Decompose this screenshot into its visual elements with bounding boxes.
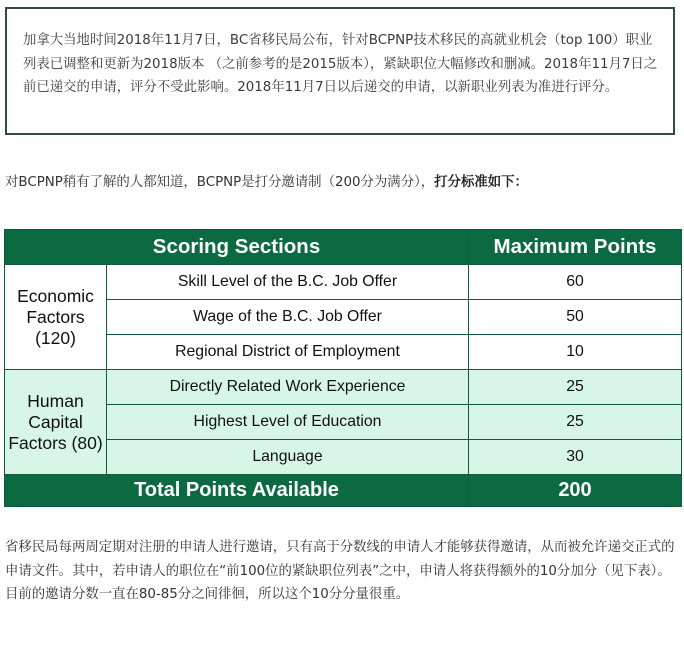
total-points: 200	[469, 475, 682, 507]
points-cell: 50	[469, 300, 682, 335]
notice-text: 加拿大当地时间2018年11月7日，BC省移民局公布，针对BCPNP技术移民的高就业机会（top 100）职业列表已调整和更新为2018版本 （之前参考的是2015版本），紧缺职位大幅修改和删减。2018年11月7日之前已递交的申请，评分不受此影响。2018年11月7日以后递交的申请，以新职业列表为准进行评分。	[23, 33, 658, 95]
scoring-table	[4, 229, 682, 507]
intro-text: 对BCPNP稍有了解的人都知道，BCPNP是打分邀请制（200分为满分），	[5, 175, 435, 190]
table-row	[5, 265, 682, 300]
section-cell: Highest Level of Education	[107, 405, 469, 440]
section-cell: Language	[107, 440, 469, 475]
group-label-human-capital: Human Capital Factors (80)	[5, 370, 107, 475]
points-cell: 30	[469, 440, 682, 475]
table-header-row	[5, 230, 682, 265]
table-row	[5, 300, 682, 335]
intro-line	[5, 172, 681, 194]
points-cell: 10	[469, 335, 682, 370]
paragraph-text: 省移民局每两周定期对注册的申请人进行邀请，只有高于分数线的申请人才能够获得邀请，从而被允许递交正式的申请文件。其中，若申请人的职位在“前100位的紧缺职位列表”之中，申请人将获得额外的10分加分（见下表）。目前的邀请分数一直在80-85分之间徘徊，所以这个10分分量很重。	[5, 540, 675, 602]
points-cell: 60	[469, 265, 682, 300]
points-cell: 25	[469, 405, 682, 440]
section-cell: Skill Level of the B.C. Job Offer	[107, 265, 469, 300]
table-row	[5, 370, 682, 405]
total-row	[5, 475, 682, 507]
header-maximum-points: Maximum Points	[469, 230, 682, 265]
total-label: Total Points Available	[5, 475, 469, 507]
notice-box	[5, 7, 675, 135]
body-paragraph	[5, 536, 679, 607]
table-row	[5, 405, 682, 440]
points-cell: 25	[469, 370, 682, 405]
header-scoring-sections: Scoring Sections	[5, 230, 469, 265]
section-cell: Regional District of Employment	[107, 335, 469, 370]
table-row	[5, 440, 682, 475]
section-cell: Directly Related Work Experience	[107, 370, 469, 405]
table-row	[5, 335, 682, 370]
intro-emphasis: 打分标准如下：	[434, 175, 528, 190]
group-label-economic: Economic Factors (120)	[5, 265, 107, 370]
section-cell: Wage of the B.C. Job Offer	[107, 300, 469, 335]
